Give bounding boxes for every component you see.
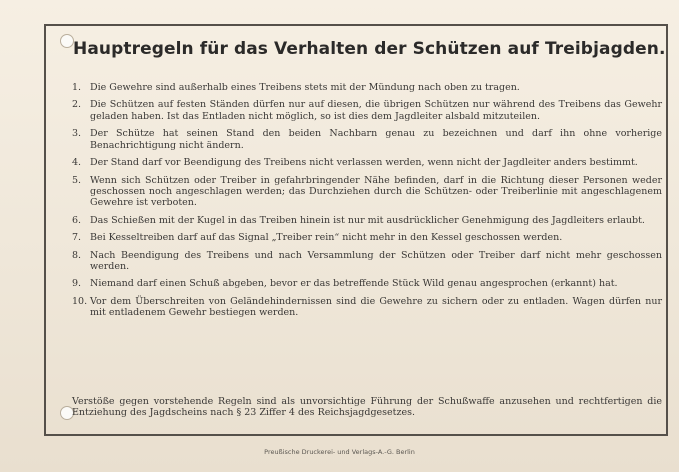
rule-item <box>72 215 662 226</box>
rule-item <box>72 99 662 122</box>
rule-text: Niemand darf einen Schuß abgeben, bevor er das betreffende Stück Wild genau angesprochen (erkannt) hat. <box>90 278 618 290</box>
rules-list <box>72 82 662 325</box>
rule-item <box>72 128 662 151</box>
rule-item <box>72 278 662 289</box>
rule-number: 1. <box>72 82 82 93</box>
rule-item <box>72 175 662 209</box>
rule-text: Bei Kesseltreiben darf auf das Signal „Treiber rein“ nicht mehr in den Kessel geschossen werden. <box>90 232 563 244</box>
rule-item <box>72 250 662 273</box>
rule-number: 2. <box>72 99 82 111</box>
card-title: Hauptregeln für das Verhalten der Schützen auf Treibjagden. <box>73 39 666 59</box>
rule-text: Vor dem Überschreiten von Geländehindernissen sind die Gewehre zu sichern oder zu entladen. Wagen dürfen nur mit entladenem Gewehr bestiegen werden. <box>90 295 662 319</box>
rule-text: Nach Beendigung des Treibens und nach Versammlung der Schützen oder Treiber darf nicht mehr geschossen werden. <box>90 249 662 272</box>
closing-paragraph: Verstöße gegen vorstehende Regeln sind als unvorsichtige Führung der Schußwaffe anzusehen und rechtfertigen die Entziehung des Jagdscheins nach § 23 Ziffer 4 des Reichsjagdgesetzes. <box>72 396 662 419</box>
printer-imprint: Preußische Druckerei- und Verlags-A.-G. Berlin <box>264 448 415 456</box>
rule-number: 5. <box>72 174 82 186</box>
rule-item <box>72 82 662 93</box>
rule-number: 4. <box>72 157 82 169</box>
rule-number: 7. <box>72 232 82 244</box>
rule-text: Das Schießen mit der Kugel in das Treiben hinein ist nur mit ausdrücklicher Genehmigung des Jagdleiters erlaubt. <box>90 214 645 226</box>
rule-text: Der Stand darf vor Beendigung des Treibens nicht verlassen werden, wenn nicht der Jagdleiter anders bestimmt. <box>90 157 638 169</box>
punch-hole-top <box>60 34 74 48</box>
rule-item <box>72 157 662 168</box>
rule-number: 8. <box>72 249 82 261</box>
rule-number: 3. <box>72 128 82 140</box>
rule-text: Die Schützen auf festen Ständen dürfen nur auf diesen, die übrigen Schützen nur während des Treibens das Gewehr geladen haben. Ist das Entladen nicht möglich, so ist dies dem Jagdleiter alsbald mitzuteilen. <box>90 99 662 122</box>
rule-item <box>72 296 662 319</box>
rule-number: 9. <box>72 278 82 290</box>
rule-text: Der Schütze hat seinen Stand den beiden Nachbarn genau zu bezeichnen und darf ihn ohne vorherige Benachrichtigung nicht ändern. <box>90 128 662 151</box>
rule-number: 6. <box>72 214 82 226</box>
rule-number: 10. <box>72 295 88 307</box>
rule-item <box>72 232 662 243</box>
rule-text: Wenn sich Schützen oder Treiber in gefahrbringender Nähe befinden, darf in die Richtung dieser Personen weder geschossen noch angeschlagen werden; das Durchziehen durch die Schützen- oder Treiberlinie mit angeschlagenem Gewehre ist verboten. <box>90 174 662 209</box>
rule-text: Die Gewehre sind außerhalb eines Treibens stets mit der Mündung nach oben zu tragen. <box>90 82 520 93</box>
